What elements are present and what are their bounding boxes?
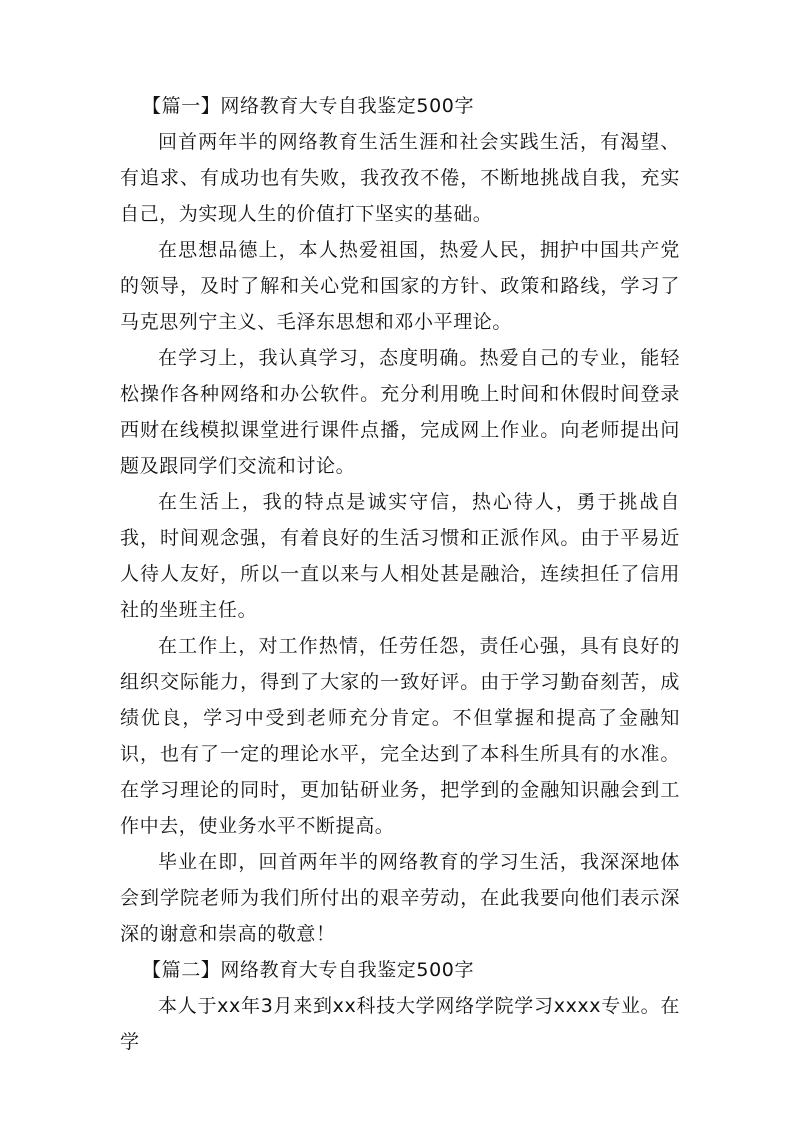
paragraph: 回首两年半的网络教育生活生涯和社会实践生活，有渴望、有追求、有成功也有失败，我孜孜不倦，不断地挑战自我，充实自己，为实现人生的价值打下坚实的基础。 — [120, 131, 680, 225]
document-body — [120, 88, 680, 1060]
section-heading-1: 【篇一】网络教育大专自我鉴定500字 — [142, 95, 475, 117]
paragraph: 在思想品德上，本人热爱祖国，热爱人民，拥护中国共产党的领导，及时了解和关心党和国家的方针、政策和路线，学习了马克思列宁主义、毛泽东思想和邓小平理论。 — [120, 239, 680, 333]
paragraph: 在学习上，我认真学习，态度明确。热爱自己的专业，能轻松操作各种网络和办公软件。充分利用晚上时间和休假时间登录西财在线模拟课堂进行课件点播，完成网上作业。向老师提出问题及跟同学们交流和讨论。 — [120, 347, 680, 477]
paragraph: 在工作上，对工作热情，任劳任怨，责任心强，具有良好的组织交际能力，得到了大家的一致好评。由于学习勤奋刻苦，成绩优良，学习中受到老师充分肯定。不但掌握和提高了金融知识，也有了一定的理论水平，完全达到了本科生所具有的水准。在学习理论的同时，更加钻研业务，把学到的金融知识融会到工作中去，使业务水平不断提高。 — [120, 635, 680, 837]
paragraph: 在生活上，我的特点是诚实守信，热心待人，勇于挑战自我，时间观念强，有着良好的生活习惯和正派作风。由于平易近人待人友好，所以一直以来与人相处甚是融洽，连续担任了信用社的坐班主任。 — [120, 491, 680, 621]
paragraph: 毕业在即，回首两年半的网络教育的学习生活，我深深地体会到学院老师为我们所付出的艰辛劳动，在此我要向他们表示深深的谢意和崇高的敬意！ — [120, 851, 680, 945]
paragraph: 本人于xx年3月来到xx科技大学网络学院学习xxxx专业。在学 — [120, 995, 680, 1053]
section-heading-2: 【篇二】网络教育大专自我鉴定500字 — [142, 959, 475, 981]
